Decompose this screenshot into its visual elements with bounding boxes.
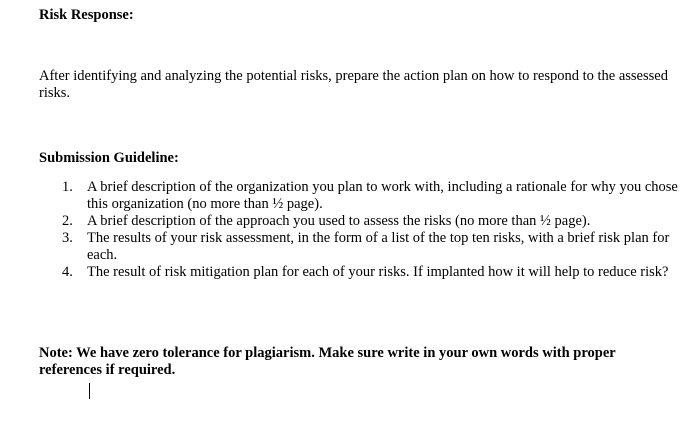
list-item — [39, 230, 679, 264]
plagiarism-note: Note: We have zero tolerance for plagiarism. Make sure write in your own words with proper references if required. — [39, 345, 616, 378]
list-item-text: The result of risk mitigation plan for each of your risks. If implanted how it will help to reduce risk? — [87, 264, 669, 280]
risk-response-heading: Risk Response: — [39, 7, 134, 23]
list-item-text: A brief description of the approach you used to assess the risks (no more than ½ page). — [87, 213, 591, 229]
list-item — [39, 264, 679, 281]
list-item-number: 4. — [62, 264, 73, 280]
list-item-text: A brief description of the organization you plan to work with, including a rationale for why you chose this organization (no more than ½ page). — [87, 179, 678, 212]
list-item-number: 2. — [62, 213, 73, 229]
intro-paragraph: After identifying and analyzing the potential risks, prepare the action plan on how to respond to the assessed risks. — [39, 68, 668, 101]
list-item — [39, 213, 679, 230]
list-item — [39, 179, 679, 213]
text-cursor[interactable] — [89, 383, 90, 399]
list-item-number: 3. — [62, 230, 73, 246]
guideline-list — [39, 179, 679, 281]
list-item-number: 1. — [62, 179, 73, 195]
list-item-text: The results of your risk assessment, in the form of a list of the top ten risks, with a brief risk plan for each. — [87, 230, 670, 263]
submission-guideline-heading: Submission Guideline: — [39, 150, 179, 166]
